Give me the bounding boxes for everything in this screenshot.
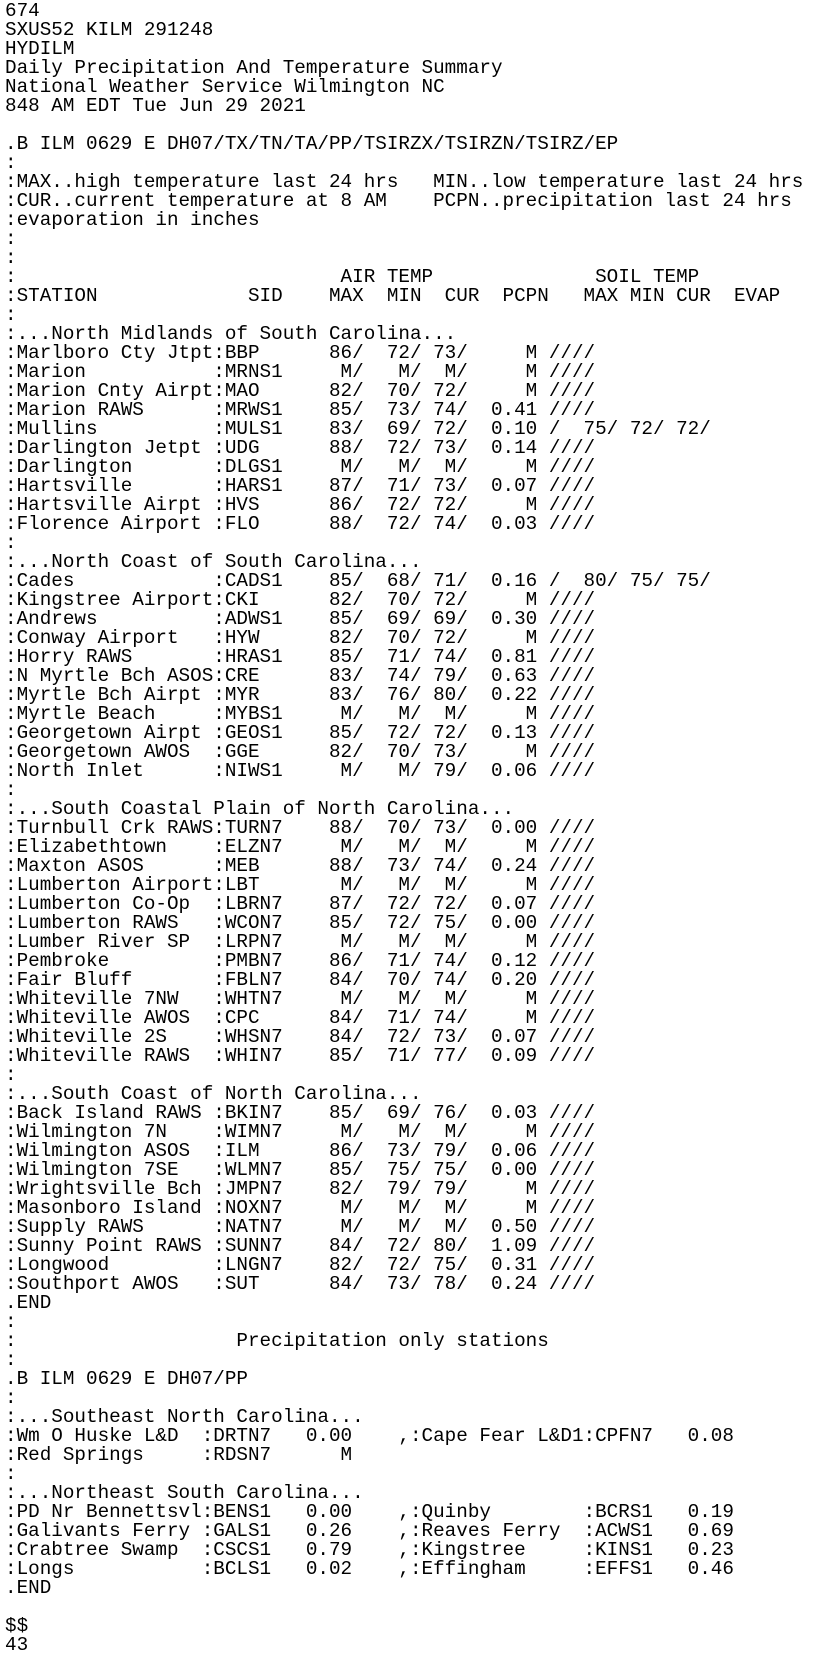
report-line: :Longs :BCLS1 0.02 ,:Effingham :EFFS1 0.46 [5,1558,734,1580]
report-line: :Mullins :MULS1 83/ 69/ 72/ 0.10 / 75/ 72/ 72/ [5,418,711,440]
report-line: 674 [5,0,40,22]
report-line: :CUR..current temperature at 8 AM PCPN..precipitation last 24 hrs [5,190,792,212]
report-line: :Turnbull Crk RAWS:TURN7 88/ 70/ 73/ 0.00 //// [5,817,596,839]
report-line: :Marion RAWS :MRWS1 85/ 73/ 74/ 0.41 //// [5,399,596,421]
report-line: :Marlboro Cty Jtpt:BBP 86/ 72/ 73/ M //// [5,342,596,364]
report-line: :Pembroke :PMBN7 86/ 71/ 74/ 0.12 //// [5,950,596,972]
report-line: : [5,247,17,269]
report-line: :Elizabethtown :ELZN7 M/ M/ M/ M //// [5,836,596,858]
report-line: : [5,779,17,801]
report-line: :Whiteville 2S :WHSN7 84/ 72/ 73/ 0.07 //// [5,1026,596,1048]
report-line: : [5,1064,17,1086]
report-line: : AIR TEMP SOIL TEMP [5,266,700,288]
report-line: :Back Island RAWS :BKIN7 85/ 69/ 76/ 0.03 //// [5,1102,596,1124]
report-line: :Whiteville RAWS :WHIN7 85/ 71/ 77/ 0.09 //// [5,1045,596,1067]
report-line: :Conway Airport :HYW 82/ 70/ 72/ M //// [5,627,596,649]
report-line: 43 [5,1634,29,1656]
report-line: :Wrightsville Bch :JMPN7 82/ 79/ 79/ M //// [5,1178,596,1200]
report-line: :North Inlet :NIWS1 M/ M/ 79/ 0.06 //// [5,760,596,782]
report-line: :Wilmington ASOS :ILM 86/ 73/ 79/ 0.06 //// [5,1140,596,1162]
report-line: :...South Coast of North Carolina... [5,1083,422,1105]
report-line: :MAX..high temperature last 24 hrs MIN..low temperature last 24 hrs [5,171,804,193]
report-line: :Red Springs :RDSN7 M [5,1444,353,1466]
report-line: :...North Coast of South Carolina... [5,551,422,573]
report-line: :evaporation in inches [5,209,260,231]
report-line: HYDILM [5,38,75,60]
report-line: :Marion Cnty Airpt:MAO 82/ 70/ 72/ M //// [5,380,596,402]
report-line: .B ILM 0629 E DH07/PP [5,1368,248,1390]
report-line: :Wilmington 7SE :WLMN7 85/ 75/ 75/ 0.00 //// [5,1159,596,1181]
report-line: : Precipitation only stations [5,1330,549,1352]
report-line: :Lumberton RAWS :WCON7 85/ 72/ 75/ 0.00 //// [5,912,596,934]
report-line: :Maxton ASOS :MEB 88/ 73/ 74/ 0.24 //// [5,855,596,877]
report-line: :...South Coastal Plain of North Carolina... [5,798,515,820]
report-line: :Supply RAWS :NATN7 M/ M/ M/ 0.50 //// [5,1216,596,1238]
report-line: $$ [5,1615,29,1637]
report-line: :Kingstree Airport:CKI 82/ 70/ 72/ M //// [5,589,596,611]
report-line: .END [5,1292,52,1314]
report-line: : [5,1463,17,1485]
report-line: :Sunny Point RAWS :SUNN7 84/ 72/ 80/ 1.09 //// [5,1235,596,1257]
report-line: :...Southeast North Carolina... [5,1406,364,1428]
report-line: :Masonboro Island :NOXN7 M/ M/ M/ M //// [5,1197,596,1219]
report-line: :N Myrtle Bch ASOS:CRE 83/ 74/ 79/ 0.63 //// [5,665,596,687]
report-line: :Darlington Jetpt :UDG 88/ 72/ 73/ 0.14 //// [5,437,596,459]
report-line: 848 AM EDT Tue Jun 29 2021 [5,95,306,117]
report-line: : [5,1311,17,1333]
report-line: :Whiteville AWOS :CPC 84/ 71/ 74/ M //// [5,1007,596,1029]
report-line: : [5,532,17,554]
report-line: :Myrtle Bch Airpt :MYR 83/ 76/ 80/ 0.22 //// [5,684,596,706]
report-line: :PD Nr Bennettsvl:BENS1 0.00 ,:Quinby :BCRS1 0.19 [5,1501,734,1523]
report-line: : [5,1349,17,1371]
report-line: National Weather Service Wilmington NC [5,76,445,98]
report-line: :...Northeast South Carolina... [5,1482,364,1504]
report-line: :Cades :CADS1 85/ 68/ 71/ 0.16 / 80/ 75/ 75/ [5,570,711,592]
report-line: :STATION SID MAX MIN CUR PCPN MAX MIN CUR EVAP [5,285,781,307]
report-line: :Horry RAWS :HRAS1 85/ 71/ 74/ 0.81 //// [5,646,596,668]
report-line: :Marion :MRNS1 M/ M/ M/ M //// [5,361,596,383]
report-line: : [5,1387,17,1409]
report-line: :Fair Bluff :FBLN7 84/ 70/ 74/ 0.20 //// [5,969,596,991]
report-line: .END [5,1577,52,1599]
report-line: :Myrtle Beach :MYBS1 M/ M/ M/ M //// [5,703,596,725]
report-line: :Crabtree Swamp :CSCS1 0.79 ,:Kingstree :KINS1 0.23 [5,1539,734,1561]
report-line: :Longwood :LNGN7 82/ 72/ 75/ 0.31 //// [5,1254,596,1276]
report-line: :Lumber River SP :LRPN7 M/ M/ M/ M //// [5,931,596,953]
report-line: :Lumberton Airport:LBT M/ M/ M/ M //// [5,874,596,896]
report-line: :Whiteville 7NW :WHTN7 M/ M/ M/ M //// [5,988,596,1010]
report-line: : [5,228,17,250]
report-line: :Andrews :ADWS1 85/ 69/ 69/ 0.30 //// [5,608,596,630]
report-line: :Hartsville Airpt :HVS 86/ 72/ 72/ M //// [5,494,596,516]
report-line: :Darlington :DLGS1 M/ M/ M/ M //// [5,456,596,478]
report-line: SXUS52 KILM 291248 [5,19,214,41]
report-line: :Hartsville :HARS1 87/ 71/ 73/ 0.07 //// [5,475,596,497]
report-line: :Georgetown Airpt :GEOS1 85/ 72/ 72/ 0.13 //// [5,722,596,744]
report-line: :Galivants Ferry :GALS1 0.26 ,:Reaves Ferry :ACWS1 0.69 [5,1520,734,1542]
report-line: :...North Midlands of South Carolina... [5,323,457,345]
report-line: : [5,304,17,326]
report-line: :Georgetown AWOS :GGE 82/ 70/ 73/ M //// [5,741,596,763]
report-line: :Lumberton Co-Op :LBRN7 87/ 72/ 72/ 0.07 //// [5,893,596,915]
report-line: .B ILM 0629 E DH07/TX/TN/TA/PP/TSIRZX/TSIRZN/TSIRZ/EP [5,133,619,155]
report-line: Daily Precipitation And Temperature Summary [5,57,503,79]
report-line [5,1598,837,1617]
report-line: :Southport AWOS :SUT 84/ 73/ 78/ 0.24 //// [5,1273,596,1295]
report-line: :Wm O Huske L&D :DRTN7 0.00 ,:Cape Fear L&D1:CPFN7 0.08 [5,1425,734,1447]
report-line: :Wilmington 7N :WIMN7 M/ M/ M/ M //// [5,1121,596,1143]
report-line: :Florence Airport :FLO 88/ 72/ 74/ 0.03 //// [5,513,596,535]
report-line: : [5,152,17,174]
